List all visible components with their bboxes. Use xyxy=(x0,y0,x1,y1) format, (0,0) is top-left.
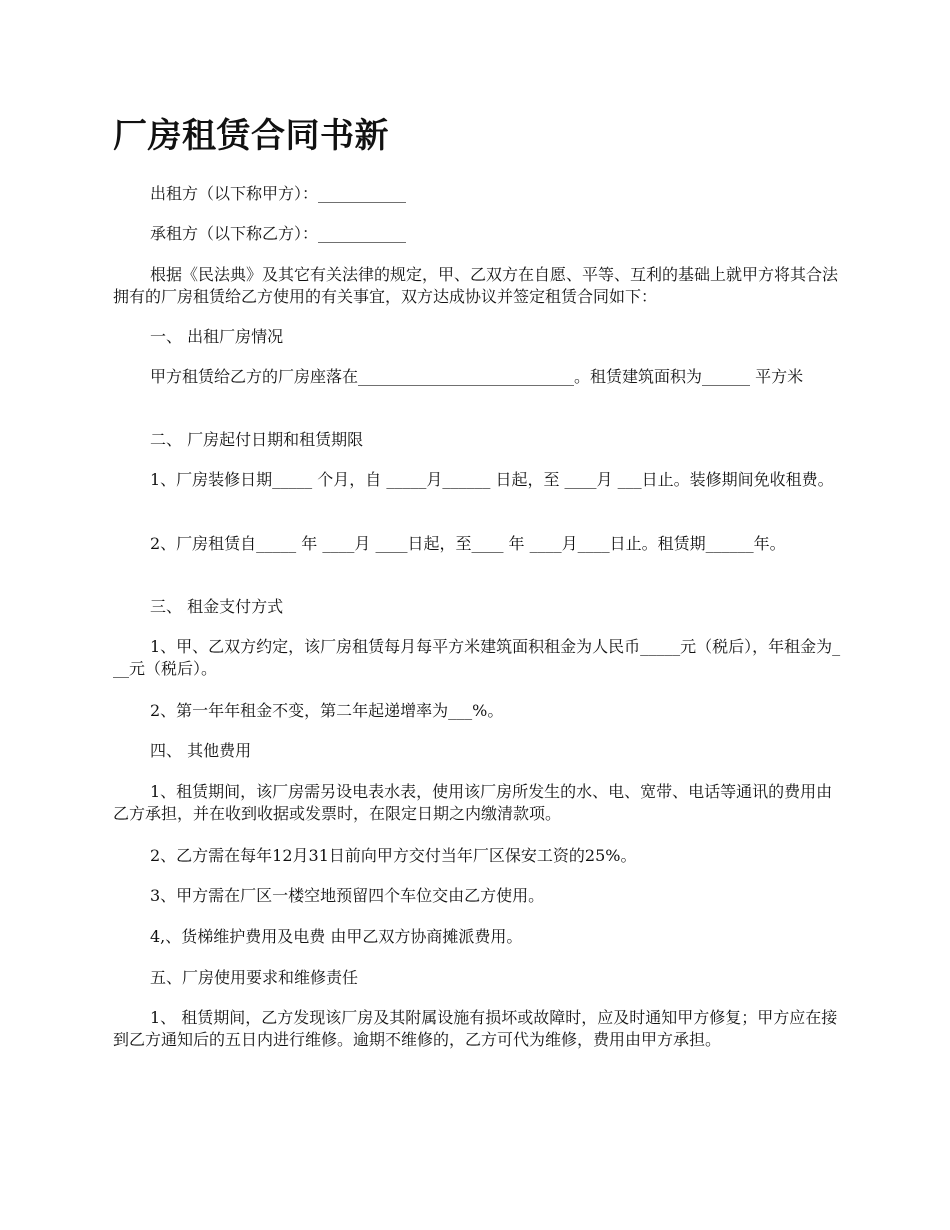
lessor-line: 出租方（以下称甲方）：___________ xyxy=(150,184,407,203)
factory-location-paragraph: 甲方租赁给乙方的厂房座落在___________________________。租赁建筑面积为______ 平方米 xyxy=(150,367,804,386)
section-1-heading: 一、 出租厂房情况 xyxy=(150,327,284,346)
rent-amount-paragraph: 1、甲、乙双方约定，该厂房租赁每月每平方米建筑面积租金为人民币_____元（税后），年租金为___元（税后）。 xyxy=(113,637,841,678)
section-3-heading: 三、 租金支付方式 xyxy=(150,597,284,616)
section-5-heading: 五、厂房使用要求和维修责任 xyxy=(150,968,359,987)
elevator-fee-paragraph: 4,、货梯维护费用及电费 由甲乙双方协商摊派费用。 xyxy=(150,927,523,946)
section-4-heading: 四、 其他费用 xyxy=(150,741,252,760)
document-title: 厂房租赁合同书新 xyxy=(113,116,389,156)
maintenance-paragraph: 1、 租赁期间，乙方发现该厂房及其附属设施有损坏或故障时，应及时通知甲方修复；甲方应在接到乙方通知后的五日内进行维修。逾期不维修的，乙方可代为维修，费用由甲方承担。 xyxy=(113,1008,838,1049)
rent-increase-paragraph: 2、第一年年租金不变，第二年起递增率为___%。 xyxy=(150,701,504,720)
preamble-paragraph: 根据《民法典》及其它有关法律的规定，甲、乙双方在自愿、平等、互利的基础上就甲方将其合法拥有的厂房租赁给乙方使用的有关事宜，双方达成协议并签定租赁合同如下： xyxy=(113,265,839,306)
lease-term-paragraph: 2、厂房租赁自_____ 年 ____月 ____日起，至____ 年 ____月____日止。租赁期______年。 xyxy=(150,534,786,553)
lessee-line: 承租方（以下称乙方）：___________ xyxy=(150,224,407,243)
parking-paragraph: 3、甲方需在厂区一楼空地预留四个车位交由乙方使用。 xyxy=(150,886,545,905)
security-wage-paragraph: 2、乙方需在每年12月31日前向甲方交付当年厂区保安工资的25%。 xyxy=(150,846,637,865)
renovation-period-paragraph: 1、厂房装修日期_____ 个月，自 _____月______ 日起，至 ____月 ___日止。装修期间免收租费。 xyxy=(150,470,834,489)
section-2-heading: 二、 厂房起付日期和租赁期限 xyxy=(150,430,364,449)
utilities-paragraph: 1、租赁期间，该厂房需另设电表水表，使用该厂房所发生的水、电、宽带、电话等通讯的费用由乙方承担，并在收到收据或发票时，在限定日期之内缴清款项。 xyxy=(113,782,833,823)
